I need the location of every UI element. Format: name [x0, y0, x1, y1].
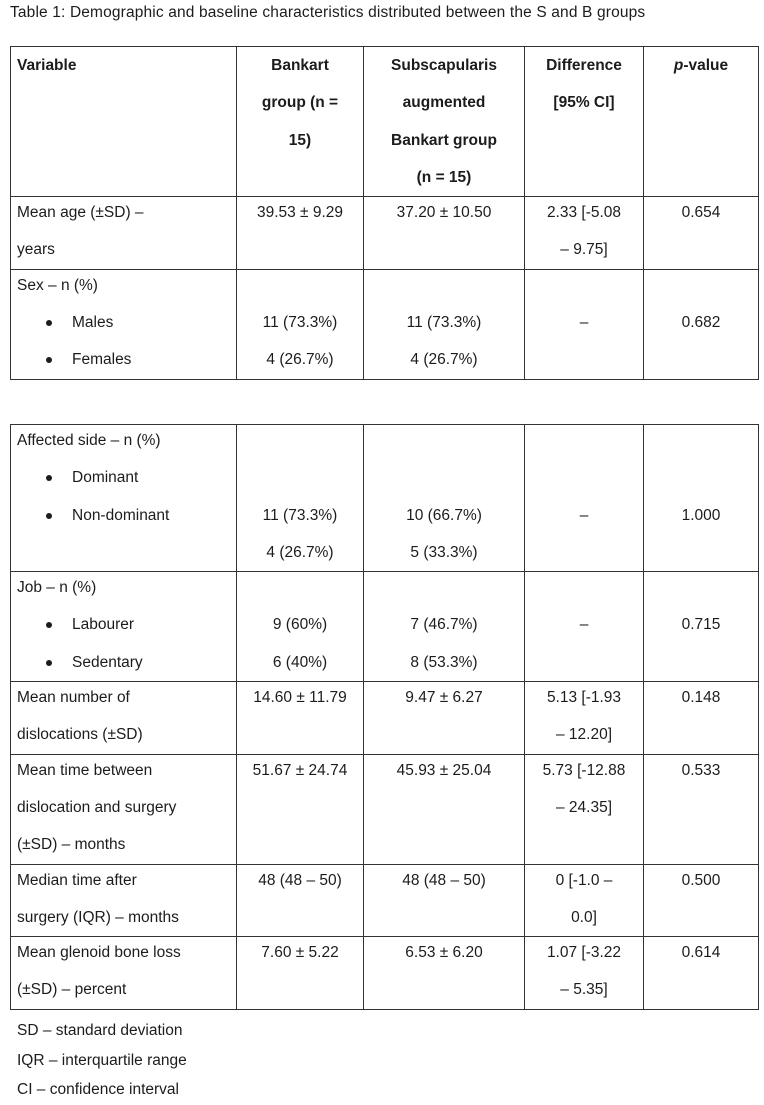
header-subscapularis [364, 47, 525, 197]
bullet-item [17, 497, 230, 534]
bullet-item [17, 341, 230, 378]
footnote: SD – standard deviation [17, 1022, 183, 1039]
cell-text: 0.614 [681, 944, 721, 962]
header-text: Difference [546, 57, 622, 74]
cell-subscapularis [364, 197, 525, 270]
cell-pvalue [644, 269, 759, 379]
cell-text: 4 (26.7%) [266, 351, 334, 369]
cell-difference [525, 197, 644, 270]
cell-text: – [579, 506, 589, 524]
bullet-text: Non-dominant [72, 506, 170, 524]
bullet-item [17, 459, 230, 496]
cell-text: 5.13 [-1.93 [546, 689, 622, 707]
demographics-table-part-2 [10, 424, 759, 1010]
header-variable [11, 47, 237, 197]
label-text: Mean time between [17, 761, 153, 779]
cell-difference [525, 864, 644, 937]
cell-subscapularis [364, 754, 525, 864]
label-text: dislocation and surgery [17, 798, 177, 816]
cell-pvalue [644, 425, 759, 572]
cell-difference [525, 572, 644, 682]
cell-text: 4 (26.7%) [266, 543, 334, 561]
cell-subscapularis [364, 572, 525, 682]
cell-subscapularis [364, 269, 525, 379]
row-label [11, 269, 237, 379]
cell-text: – 12.20] [555, 726, 613, 744]
row-label [11, 682, 237, 755]
header-text: Bankart [271, 57, 329, 74]
cell-text: 0 [-1.0 – [555, 871, 613, 889]
cell-text: 0.715 [681, 616, 721, 634]
cell-text: 48 (48 – 50) [258, 871, 342, 889]
header-p-italic: p [673, 57, 684, 74]
bullet-text: Labourer [72, 616, 135, 634]
label-text: (±SD) – months [17, 836, 126, 854]
bullet-text: Females [72, 351, 132, 369]
label-text: Job – n (%) [17, 579, 97, 597]
table-row [11, 937, 759, 1010]
cell-text: 1.000 [681, 506, 721, 524]
cell-pvalue [644, 864, 759, 937]
header-text: (n = 15) [416, 168, 472, 186]
cell-text: 4 (26.7%) [410, 351, 478, 369]
cell-text: 11 (73.3%) [262, 506, 338, 524]
table-row [11, 197, 759, 270]
header-pvalue [644, 47, 759, 197]
label-text: years [17, 241, 55, 259]
cell-text: 5.73 [-12.88 [542, 761, 626, 779]
cell-text: 0.654 [681, 204, 721, 222]
table-row [11, 425, 759, 572]
cell-bankart [237, 864, 364, 937]
cell-subscapularis [364, 937, 525, 1010]
cell-text: 0.682 [681, 314, 721, 332]
bullet-text: Sedentary [72, 653, 143, 671]
table-row [11, 754, 759, 864]
table-footnotes [17, 1016, 187, 1105]
label-text: Mean number of [17, 689, 130, 707]
header-text: [95% CI] [553, 94, 615, 112]
cell-text: 48 (48 – 50) [402, 871, 486, 889]
table-row [11, 682, 759, 755]
cell-text: 0.533 [681, 761, 721, 779]
label-text: Mean glenoid bone loss [17, 944, 181, 962]
cell-text: 6.53 ± 6.20 [405, 944, 483, 962]
label-text: (±SD) – percent [17, 981, 127, 999]
row-label [11, 937, 237, 1010]
cell-bankart [237, 269, 364, 379]
cell-text: 14.60 ± 11.79 [253, 689, 347, 707]
cell-bankart [237, 197, 364, 270]
row-label [11, 864, 237, 937]
cell-text: – 24.35] [555, 798, 613, 816]
cell-text: 0.500 [681, 871, 721, 889]
table-row [11, 269, 759, 379]
cell-text: – [579, 616, 589, 634]
cell-bankart [237, 682, 364, 755]
cell-text: 39.53 ± 9.29 [256, 204, 344, 222]
cell-text: 7 (46.7%) [410, 616, 478, 634]
cell-text: 7.60 ± 5.22 [261, 944, 339, 962]
header-text: 15) [288, 131, 312, 149]
row-label [11, 572, 237, 682]
cell-text: 2.33 [-5.08 [546, 204, 622, 222]
header-row [11, 47, 759, 197]
header-text: Subscapularis [391, 57, 497, 74]
cell-pvalue [644, 754, 759, 864]
cell-text: 1.07 [-3.22 [546, 944, 622, 962]
header-text: group (n = [261, 94, 339, 112]
cell-text: 45.93 ± 25.04 [396, 761, 492, 779]
cell-text: 51.67 ± 24.74 [252, 761, 348, 779]
cell-text: 0.148 [681, 689, 721, 707]
header-text: -value [683, 57, 729, 74]
label-text: dislocations (±SD) [17, 726, 143, 744]
cell-bankart [237, 572, 364, 682]
bullet-item [17, 304, 230, 341]
bullet-text: Dominant [72, 469, 139, 487]
bullet-text: Males [72, 314, 114, 332]
header-bankart [237, 47, 364, 197]
header-text: augmented [402, 94, 486, 112]
cell-bankart [237, 937, 364, 1010]
cell-pvalue [644, 937, 759, 1010]
cell-bankart [237, 754, 364, 864]
cell-difference [525, 937, 644, 1010]
header-text: Bankart group [391, 131, 497, 149]
demographics-table-part-1 [10, 46, 759, 380]
cell-text: 8 (53.3%) [410, 653, 478, 671]
label-text: Median time after [17, 871, 137, 889]
cell-subscapularis [364, 864, 525, 937]
table-caption: Table 1: Demographic and baseline characteristics distributed between the S and B groups [10, 4, 646, 21]
cell-pvalue [644, 197, 759, 270]
cell-text: – 9.75] [560, 241, 608, 259]
header-difference [525, 47, 644, 197]
row-label [11, 754, 237, 864]
cell-difference [525, 425, 644, 572]
label-text: Mean age (±SD) – [17, 204, 144, 222]
footnote: IQR – interquartile range [17, 1051, 187, 1069]
cell-text: 9.47 ± 6.27 [405, 689, 483, 707]
cell-difference [525, 682, 644, 755]
cell-text: 6 (40%) [272, 653, 328, 671]
cell-text: 0.0] [571, 908, 597, 926]
cell-pvalue [644, 572, 759, 682]
table-row [11, 572, 759, 682]
table-row [11, 864, 759, 937]
cell-difference [525, 754, 644, 864]
cell-text: – 5.35] [560, 981, 608, 999]
cell-pvalue [644, 682, 759, 755]
cell-text: 5 (33.3%) [410, 543, 478, 561]
bullet-item [17, 644, 230, 681]
cell-text: 10 (66.7%) [406, 506, 482, 524]
header-variable-text: Variable [17, 57, 77, 74]
cell-text: 9 (60%) [272, 616, 328, 634]
cell-subscapularis [364, 682, 525, 755]
footnote: CI – confidence interval [17, 1081, 179, 1098]
label-text: surgery (IQR) – months [17, 908, 179, 926]
cell-text: – [579, 314, 589, 332]
row-label [11, 197, 237, 270]
cell-text: 11 (73.3%) [262, 314, 338, 332]
label-text: Sex – n (%) [17, 276, 98, 294]
row-label [11, 425, 237, 572]
cell-subscapularis [364, 425, 525, 572]
cell-text: 11 (73.3%) [406, 314, 482, 332]
cell-difference [525, 269, 644, 379]
cell-text: 37.20 ± 10.50 [396, 204, 492, 222]
bullet-item [17, 606, 230, 643]
label-text: Affected side – n (%) [17, 432, 161, 449]
cell-bankart [237, 425, 364, 572]
